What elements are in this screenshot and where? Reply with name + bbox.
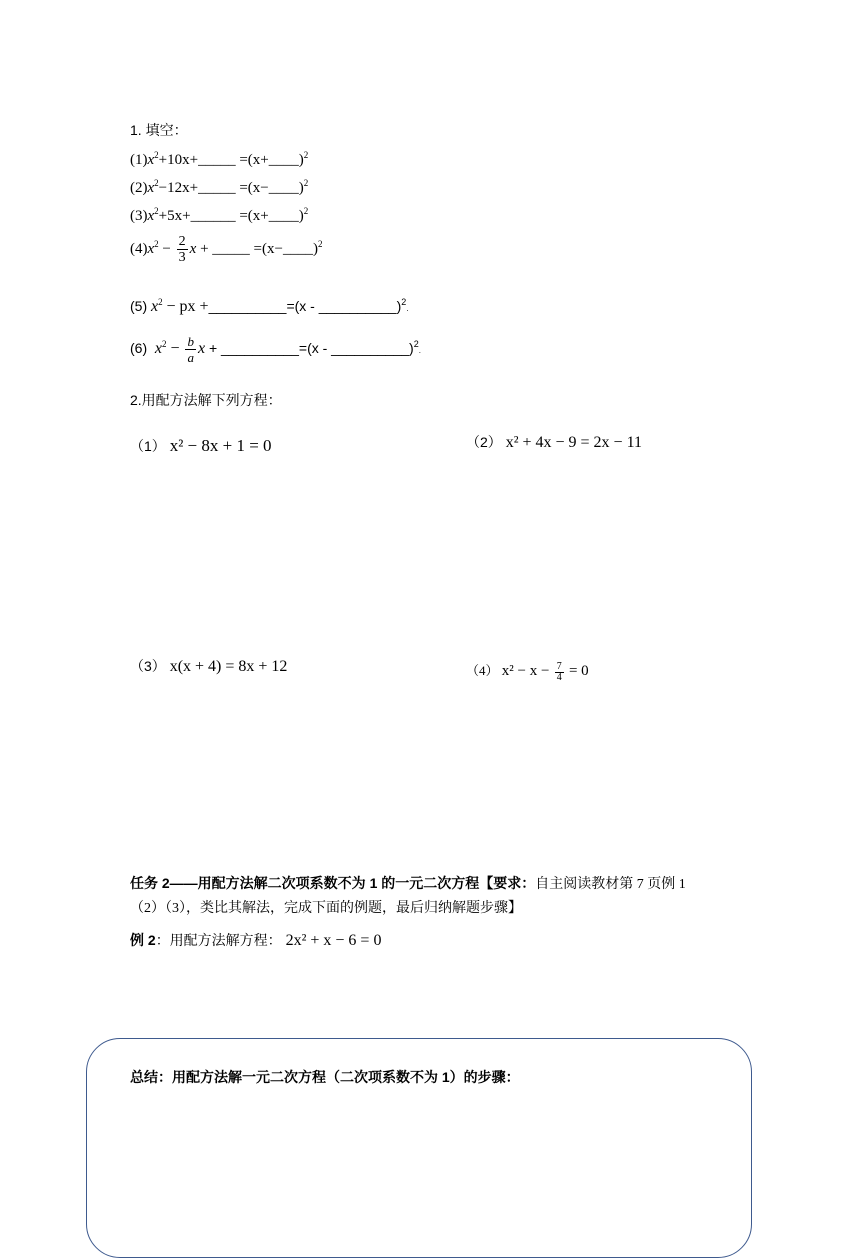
fill-item-4: $(4)x^2$ − $\frac{2}{3}$ x + _____ =(x−____)$^2$ bbox=[130, 234, 323, 265]
problem-1: （1） x² − 8x + 1 = 0 bbox=[130, 436, 272, 455]
fraction: $\frac{7}{4}$ bbox=[556, 660, 562, 683]
fill-item-2: $(2)x^2-12x+\_\_\_\_\_$ =(x−____)$^2$ bbox=[130, 178, 309, 196]
fill-item-6: (6) $x^2$ − $\frac{b}{a}$ x + __________=(x - __________)$^2$. bbox=[130, 334, 421, 365]
task2-title: 任务 2——用配方法解二次项系数不为 1 的一元二次方程【要求：自主阅读教材第 7 页例 1 bbox=[130, 875, 686, 892]
example-2: 例 2：用配方法解方程： 2x² + x − 6 = 0 bbox=[130, 932, 382, 949]
fraction: $\frac{b}{a}$ bbox=[187, 334, 194, 365]
fill-item-1: $(1)x^2+10x+\_\_\_\_\_$ =(x+____)$^2$ bbox=[130, 150, 309, 168]
task2-line2: （2）（3），类比其解法，完成下面的例题，最后归纳解题步骤】 bbox=[130, 901, 522, 916]
section2-heading: 2.用配方法解下列方程： bbox=[130, 392, 282, 408]
problem-2: （2） x² + 4x − 9 = 2x − 11 bbox=[466, 434, 642, 451]
fraction: $\frac{2}{3}$ bbox=[178, 234, 186, 265]
section1-heading: 1. 填空： bbox=[130, 122, 188, 138]
problem-4: （4） x² − x − $\frac{7}{4}$ = 0 bbox=[466, 660, 589, 683]
problem-3: （3） x(x + 4) = 8x + 12 bbox=[130, 658, 288, 675]
summary-heading: 总结：用配方法解一元二次方程（二次项系数不为 1）的步骤： bbox=[130, 1069, 520, 1085]
fill-item-3: $(3)x^2+5x+\_\_\_\_\_\_$ =(x+____)$^2$ bbox=[130, 206, 309, 224]
fill-item-5: (5) $x^2$ − px +__________=(x - __________)$^2$. bbox=[130, 297, 409, 315]
